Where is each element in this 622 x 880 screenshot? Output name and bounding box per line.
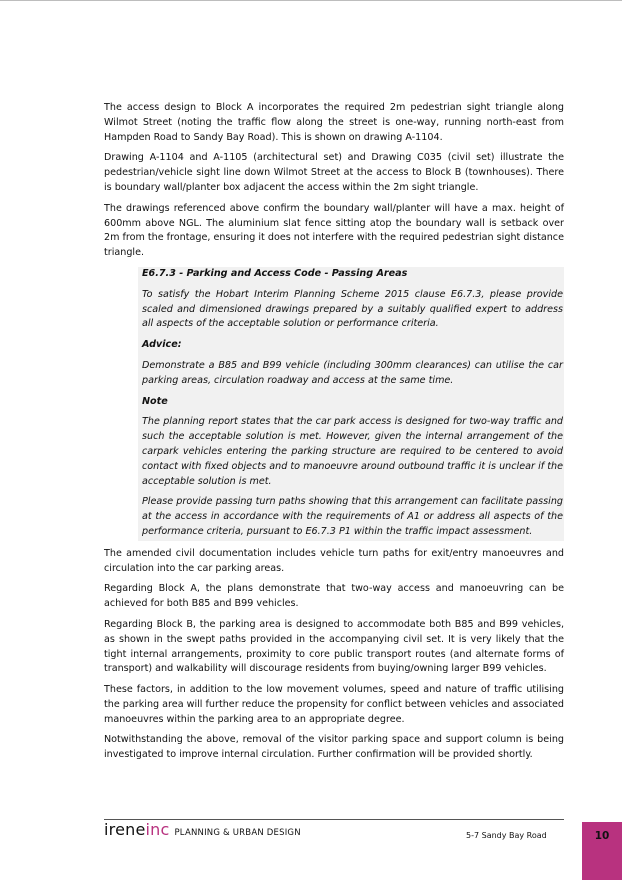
note-label: Note bbox=[142, 395, 168, 407]
page-number: 10 bbox=[594, 830, 610, 842]
top-rule bbox=[0, 0, 622, 1]
body-paragraph: Notwithstanding the above, removal of the visitor parking space and support column is being investigated to improve internal circulation. Further confirmation will be provided shortly. bbox=[104, 734, 564, 761]
page-content bbox=[104, 101, 564, 769]
request-text: To satisfy the Hobart Interim Planning Scheme 2015 clause E6.7.3, please provide scaled and dimensioned drawings prepared by a suitably qualified expert to address all aspects of the acceptable solution or performance criteria. bbox=[142, 288, 563, 330]
body-paragraph: The drawings referenced above confirm the boundary wall/planter will have a max. height of 600mm above NGL. The aluminium slat fence sitting atop the boundary wall is setback over 2m from the frontage, ensuring it does not interfere with the required pedestrian sight distance triangle. bbox=[104, 202, 564, 259]
note-text: Please provide passing turn paths showing that this arrangement can facilitate passing at the access in accordance with the requirements of A1 or address all aspects of the performance criteria, pursuant to E6.7.3 P1 within the traffic impact assessment. bbox=[142, 496, 563, 537]
brand-inc-text: inc bbox=[145, 820, 170, 839]
advice-text: Demonstrate a B85 and B99 vehicle (including 300mm clearances) can utilise the car parking areas, circulation roadway and access at the same time. bbox=[142, 359, 563, 386]
body-paragraph: The amended civil documentation includes vehicle turn paths for exit/entry manoeuvres and circulation into the car parking areas. bbox=[104, 547, 564, 574]
body-paragraph: These factors, in addition to the low movement volumes, speed and nature of traffic utilising the parking area will further reduce the propensity for conflict between vehicles and associated manoeuvres within the parking area to an appropriate degree. bbox=[104, 684, 564, 725]
body-paragraph: Regarding Block A, the plans demonstrate that two-way access and manoeuvring can be achieved for both B85 and B99 vehicles. bbox=[104, 583, 564, 610]
page-number-tab bbox=[582, 822, 622, 880]
council-request-box bbox=[138, 267, 564, 541]
note-text: The planning report states that the car park access is designed for two-way traffic and such the acceptable solution is met. However, given the internal arrangement of the carpark vehicles entering the parking structure are required to be centered to avoid contact with fixed objects and to manoeuvre around outbound traffic it is unclear if the acceptable solution is met. bbox=[142, 416, 563, 487]
brand-irene-text: irene bbox=[104, 820, 146, 839]
brand-tagline: PLANNING & URBAN DESIGN bbox=[174, 828, 301, 838]
body-paragraph: The access design to Block A incorporates the required 2m pedestrian sight triangle along Wilmot Street (noting the traffic flow along the street is one-way, running north-east from Hampden Road to Sandy Bay Road). This is shown on drawing A-1104. bbox=[104, 102, 564, 143]
brand-logo bbox=[104, 820, 301, 850]
advice-label: Advice: bbox=[142, 339, 182, 351]
body-paragraph: Regarding Block B, the parking area is designed to accommodate both B85 and B99 vehicles, as shown in the swept paths provided in the accompanying civil set. It is very likely that the tight internal arrangements, proximity to core public transport routes (and alternate forms of transport) and walkability will discourage residents from buying/owning larger B99 vehicles. bbox=[104, 618, 564, 675]
footer-project-name: 5-7 Sandy Bay Road bbox=[466, 831, 547, 840]
request-heading: E6.7.3 - Parking and Access Code - Passing Areas bbox=[142, 267, 408, 279]
body-paragraph: Drawing A-1104 and A-1105 (architectural set) and Drawing C035 (civil set) illustrate the pedestrian/vehicle sight line down Wilmot Street at the access to Block B (townhouses). There is boundary wall/planter box adjacent the access within the 2m sight triangle. bbox=[104, 152, 564, 193]
